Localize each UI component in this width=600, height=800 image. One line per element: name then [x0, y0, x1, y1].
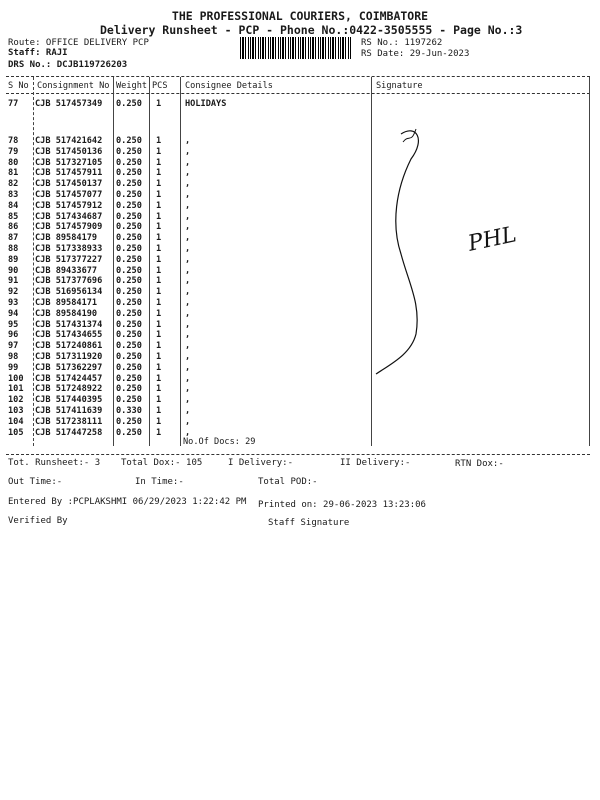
cell-consignment: CJB 517457909: [35, 222, 103, 233]
cell-details: ,: [185, 406, 191, 416]
cell-sno: 78: [8, 136, 19, 146]
col-divider-cons: [113, 77, 114, 446]
cell-pcs: 1: [156, 319, 162, 330]
no-of-docs: No.Of Docs: 29: [183, 437, 256, 447]
cell-pcs: 1: [156, 427, 162, 438]
entered-by: Entered By :PCPLAKSHMI 06/29/2023 1:22:42 PM: [8, 497, 247, 507]
cell-sno: 89: [8, 254, 19, 265]
cell-weight: 0.250: [116, 200, 142, 211]
cell-pcs: 1: [156, 416, 162, 427]
cell-sno: 93: [8, 298, 19, 308]
cell-details: HOLIDAYS: [185, 99, 227, 109]
cell-weight: 0.250: [116, 362, 142, 373]
cell-pcs: 1: [156, 157, 162, 168]
cell-details: ,: [185, 233, 191, 244]
cell-weight: 0.330: [116, 406, 142, 416]
cell-consignment: CJB 516956134: [35, 287, 103, 298]
cell-details: ,: [185, 157, 191, 168]
cell-sno: 103: [8, 406, 24, 416]
cell-details: ,: [185, 395, 191, 406]
cell-weight: 0.250: [116, 146, 142, 157]
cell-pcs: 1: [156, 384, 162, 395]
cell-sno: 96: [8, 330, 19, 341]
cell-weight: 0.250: [116, 179, 142, 190]
cell-details: ,: [185, 190, 191, 200]
cell-weight: 0.250: [116, 330, 142, 341]
ii-delivery: II Delivery:-: [340, 458, 411, 468]
cell-weight: 0.250: [116, 276, 142, 287]
cell-details: ,: [185, 341, 191, 352]
cell-pcs: 1: [156, 222, 162, 233]
cell-details: ,: [185, 146, 191, 157]
rs-number: RS No.: 1197262: [361, 38, 443, 48]
col-header-consignee: Consignee Details: [185, 81, 273, 91]
cell-weight: 0.250: [116, 373, 142, 384]
cell-sno: 104: [8, 416, 24, 427]
col-divider-sno: [33, 77, 34, 446]
cell-pcs: 1: [156, 395, 162, 406]
printed-on: Printed on: 29-06-2023 13:23:06: [258, 500, 426, 510]
cell-consignment: CJB 517434687: [35, 211, 103, 222]
col-divider-pcs: [180, 77, 181, 446]
cell-weight: 0.250: [116, 190, 142, 200]
cell-consignment: CJB 517377696: [35, 276, 103, 287]
cell-weight: 0.250: [116, 427, 142, 438]
cell-pcs: 1: [156, 200, 162, 211]
cell-details: ,: [185, 298, 191, 308]
cell-weight: 0.250: [116, 308, 142, 319]
cell-sno: 80: [8, 157, 19, 168]
cell-pcs: 1: [156, 373, 162, 384]
cell-consignment: CJB 517434655: [35, 330, 103, 341]
cell-weight: 0.250: [116, 287, 142, 298]
cell-details: ,: [185, 244, 191, 254]
cell-details: ,: [185, 136, 191, 146]
cell-pcs: 1: [156, 179, 162, 190]
cell-weight: 0.250: [116, 157, 142, 168]
cell-consignment: CJB 517431374: [35, 319, 103, 330]
cell-pcs: 1: [156, 136, 162, 146]
cell-weight: 0.250: [116, 319, 142, 330]
cell-details: ,: [185, 330, 191, 341]
cell-sno: 102: [8, 395, 24, 406]
cell-weight: 0.250: [116, 298, 142, 308]
cell-weight: 0.250: [116, 395, 142, 406]
cell-pcs: 1: [156, 330, 162, 341]
staff-signature: Staff Signature: [268, 518, 350, 528]
footer-divider: [6, 454, 590, 455]
tot-runsheet: Tot. Runsheet:- 3: [8, 458, 101, 468]
col-header-signature: Signature: [376, 81, 423, 91]
cell-pcs: 1: [156, 352, 162, 362]
cell-consignment: CJB 517450137: [35, 179, 103, 190]
cell-details: ,: [185, 265, 191, 276]
cell-sno: 77: [8, 99, 19, 109]
cell-sno: 79: [8, 146, 19, 157]
cell-details: ,: [185, 384, 191, 395]
cell-sno: 81: [8, 168, 19, 179]
cell-details: ,: [185, 352, 191, 362]
cell-consignment: CJB 89584190: [35, 308, 98, 319]
cell-pcs: 1: [156, 254, 162, 265]
cell-consignment: CJB 517421642: [35, 136, 103, 146]
cell-sno: 92: [8, 287, 19, 298]
cell-consignment: CJB 517457912: [35, 200, 103, 211]
cell-pcs: 1: [156, 341, 162, 352]
cell-consignment: CJB 517248922: [35, 384, 103, 395]
cell-weight: 0.250: [116, 341, 142, 352]
cell-consignment: CJB 517240861: [35, 341, 103, 352]
cell-consignment: CJB 517377227: [35, 254, 103, 265]
cell-pcs: 1: [156, 406, 162, 416]
cell-weight: 0.250: [116, 352, 142, 362]
cell-consignment: CJB 517238111: [35, 416, 103, 427]
cell-details: ,: [185, 254, 191, 265]
cell-weight: 0.250: [116, 136, 142, 146]
cell-details: ,: [185, 179, 191, 190]
cell-weight: 0.250: [116, 168, 142, 179]
rtn-dox: RTN Dox:-: [455, 459, 504, 469]
top-divider: [6, 76, 590, 77]
verified-by: Verified By: [8, 516, 68, 526]
in-time: In Time:-: [135, 477, 184, 487]
cell-consignment: CJB 517447258: [35, 427, 103, 438]
cell-sno: 85: [8, 211, 19, 222]
cell-details: ,: [185, 308, 191, 319]
total-dox: Total Dox:- 105: [121, 458, 203, 468]
cell-pcs: 1: [156, 190, 162, 200]
col-divider-right: [589, 77, 590, 446]
cell-pcs: 1: [156, 168, 162, 179]
cell-weight: 0.250: [116, 384, 142, 395]
cell-consignment: CJB 517457077: [35, 190, 103, 200]
cell-sno: 97: [8, 341, 19, 352]
cell-weight: 0.250: [116, 265, 142, 276]
cell-details: ,: [185, 222, 191, 233]
signature-initials: PHL: [465, 222, 519, 257]
cell-pcs: 1: [156, 287, 162, 298]
out-time: Out Time:-: [8, 477, 63, 487]
cell-sno: 87: [8, 233, 19, 244]
cell-weight: 0.250: [116, 233, 142, 244]
cell-details: ,: [185, 287, 191, 298]
i-delivery: I Delivery:-: [228, 458, 294, 468]
cell-weight: 0.250: [116, 416, 142, 427]
cell-details: ,: [185, 373, 191, 384]
cell-consignment: CJB 89433677: [35, 265, 98, 276]
col-header-consignment: Consignment No: [37, 81, 110, 91]
cell-sno: 90: [8, 265, 19, 276]
cell-details: ,: [185, 276, 191, 287]
cell-pcs: 1: [156, 362, 162, 373]
cell-details: ,: [185, 168, 191, 179]
cell-consignment: CJB 517450136: [35, 146, 103, 157]
drs-number: DRS No.: DCJB119726203: [8, 60, 128, 70]
cell-details: ,: [185, 319, 191, 330]
cell-consignment: CJB 517457911: [35, 168, 103, 179]
cell-pcs: 1: [156, 308, 162, 319]
cell-pcs: 1: [156, 265, 162, 276]
col-header-weight: Weight: [116, 81, 148, 91]
cell-sno: 99: [8, 362, 19, 373]
cell-sno: 91: [8, 276, 19, 287]
cell-sno: 83: [8, 190, 19, 200]
cell-sno: 101: [8, 384, 24, 395]
cell-sno: 84: [8, 200, 19, 211]
cell-consignment: CJB 517457349: [35, 99, 103, 109]
cell-sno: 86: [8, 222, 19, 233]
runsheet-subtitle: Delivery Runsheet - PCP - Phone No.:0422-3505555 - Page No.:3: [100, 23, 523, 37]
cell-details: ,: [185, 211, 191, 222]
cell-pcs: 1: [156, 211, 162, 222]
cell-weight: 0.250: [116, 211, 142, 222]
cell-pcs: 1: [156, 233, 162, 244]
cell-details: ,: [185, 427, 191, 438]
total-pod: Total POD:-: [258, 477, 318, 487]
cell-sno: 100: [8, 373, 24, 384]
col-divider-weight: [149, 77, 150, 446]
cell-pcs: 1: [156, 146, 162, 157]
cell-sno: 94: [8, 308, 19, 319]
cell-pcs: 1: [156, 244, 162, 254]
cell-consignment: CJB 517311920: [35, 352, 103, 362]
cell-weight: 0.250: [116, 244, 142, 254]
company-title: THE PROFESSIONAL COURIERS, COIMBATORE: [171, 9, 429, 23]
col-header-sno: S No: [8, 81, 29, 91]
cell-details: ,: [185, 362, 191, 373]
rs-date: RS Date: 29-Jun-2023: [361, 49, 470, 59]
cell-pcs: 1: [156, 99, 162, 109]
cell-weight: 0.250: [116, 254, 142, 265]
cell-weight: 0.250: [116, 222, 142, 233]
cell-details: ,: [185, 416, 191, 427]
cell-sno: 105: [8, 427, 24, 438]
cell-consignment: CJB 89584179: [35, 233, 98, 244]
cell-consignment: CJB 517424457: [35, 373, 103, 384]
staff-label: Staff: RAJI: [8, 48, 68, 58]
cell-pcs: 1: [156, 276, 162, 287]
cell-consignment: CJB 89584171: [35, 298, 98, 308]
cell-details: ,: [185, 200, 191, 211]
cell-consignment: CJB 517338933: [35, 244, 103, 254]
cell-sno: 95: [8, 319, 19, 330]
cell-sno: 98: [8, 352, 19, 362]
route-label: Route: OFFICE DELIVERY PCP: [8, 38, 149, 48]
cell-consignment: CJB 517362297: [35, 362, 103, 373]
cell-consignment: CJB 517440395: [35, 395, 103, 406]
barcode-image: [240, 37, 352, 59]
cell-consignment: CJB 517411639: [35, 406, 103, 416]
cell-consignment: CJB 517327105: [35, 157, 103, 168]
cell-pcs: 1: [156, 298, 162, 308]
cell-weight: 0.250: [116, 99, 142, 109]
cell-sno: 82: [8, 179, 19, 190]
signature-scribble: [371, 94, 589, 444]
cell-sno: 88: [8, 244, 19, 254]
col-header-pcs: PCS: [152, 81, 168, 91]
